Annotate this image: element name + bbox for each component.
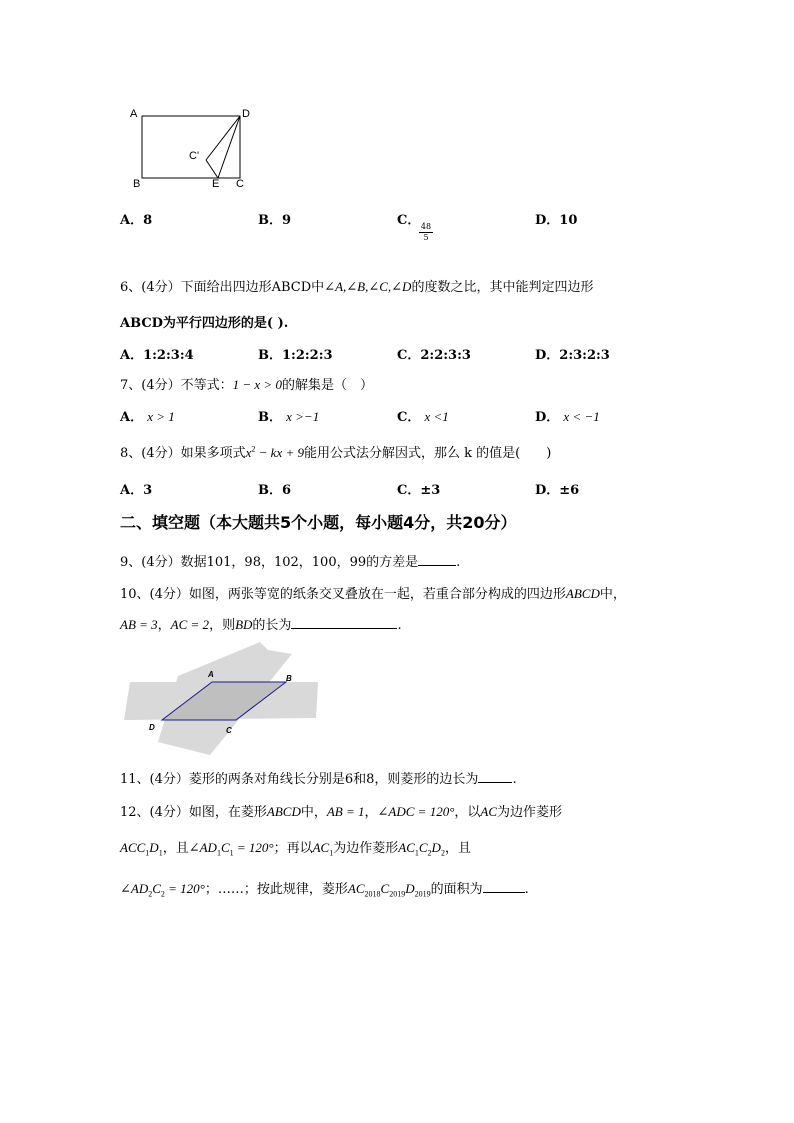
q11-question: 11、(4分）菱形的两条对角线长分别是6和8，则菱形的边长为 . bbox=[120, 772, 517, 787]
label-e: E bbox=[212, 178, 220, 190]
q12-line3: $\angle AD_2C_2 = 120^\circ$；……；按此规律，菱形$AC_{2018}C_{2019}D_{2019}$的面积为 . bbox=[120, 881, 529, 899]
section-heading: 二、填空题（本大题共5个小题，每小题4分，共20分） bbox=[120, 513, 517, 532]
q6-prefix: 6、(4分）下面给出四边形ABCD中 bbox=[120, 280, 325, 295]
label-c: C bbox=[236, 178, 244, 190]
q6-angles: ∠A,∠B,∠C,∠D bbox=[324, 279, 412, 294]
q10-line2: AB = 3，AC = 2，则BD的长为 . bbox=[120, 617, 402, 633]
q12-line1: 12、(4分）如图，在菱形ABCD中，AB = 1，∠ADC = 120°，以AC为边作菱形 bbox=[120, 804, 563, 820]
q7-option-a: A． x > 1 bbox=[120, 409, 175, 425]
q8-suffix: 能用公式法分解因式，那么 k 的值是( ) bbox=[304, 446, 552, 461]
fraction-denominator: 5 bbox=[423, 233, 429, 242]
q8-option-d: D．±6 bbox=[535, 483, 580, 498]
q10-figure bbox=[118, 640, 323, 755]
q6-option-c: C．2:2:3:3 bbox=[397, 348, 471, 363]
label-b: B bbox=[133, 178, 141, 190]
q5-option-d: D．10 bbox=[535, 213, 578, 228]
q5-option-c-fraction bbox=[419, 222, 433, 243]
q12-line2: $ACC_1D_1$，且$\angle AD_1C_1 = 120^\circ$；再以$AC_1$为边作菱形$AC_1C_2D_2$，且 bbox=[120, 840, 471, 858]
q6-option-a: A．1:2:3:4 bbox=[120, 348, 194, 363]
q6-option-d: D．2:3:2:3 bbox=[535, 348, 610, 363]
label-b: B bbox=[286, 674, 292, 683]
answer-blank bbox=[418, 553, 456, 566]
q7-question bbox=[120, 374, 373, 393]
q8-prefix: 8、(4分）如果多项式 bbox=[120, 446, 246, 461]
label-d: D bbox=[242, 108, 250, 120]
q7-option-c: C． x <1 bbox=[397, 409, 449, 425]
answer-blank bbox=[478, 770, 512, 783]
answer-blank bbox=[291, 616, 397, 629]
fraction-numerator: 48 bbox=[420, 222, 432, 231]
q8-expr: $x^2$ − kx + 9 bbox=[245, 444, 304, 460]
answer-blank bbox=[483, 880, 525, 893]
q5-option-c: C． bbox=[397, 213, 421, 228]
label-a: A bbox=[208, 670, 214, 679]
label-a: A bbox=[130, 108, 138, 120]
q5-option-a: A．8 bbox=[120, 213, 153, 228]
q7-suffix: 的解集是（ ） bbox=[281, 378, 373, 393]
q7-option-d: D． x < −1 bbox=[535, 409, 600, 425]
q6-option-b: B．1:2:2:3 bbox=[258, 348, 333, 363]
crossed-strips-diagram bbox=[118, 640, 323, 755]
q9-question: 9、(4分）数据101，98，102，100，99的方差是 . bbox=[120, 555, 461, 570]
label-c: C bbox=[226, 726, 232, 735]
q7-expr: 1 − x > 0 bbox=[232, 377, 282, 392]
q8-question bbox=[120, 442, 551, 461]
q8-option-b: B．6 bbox=[258, 483, 292, 498]
label-d: D bbox=[149, 723, 155, 732]
q7-option-b: B． x >−1 bbox=[258, 409, 320, 425]
q6-line2: ABCD为平行四边形的是( ). bbox=[120, 316, 289, 331]
q6-suffix: 的度数之比，其中能判定四边形 bbox=[411, 280, 594, 295]
q8-option-c: C．±3 bbox=[397, 483, 441, 498]
q5-figure bbox=[120, 100, 260, 200]
q8-option-a: A．3 bbox=[120, 483, 153, 498]
q10-line1: 10、(4分）如图，两张等宽的纸条交叉叠放在一起，若重合部分构成的四边形ABCD中， bbox=[120, 586, 626, 602]
q7-prefix: 7、(4分）不等式： bbox=[120, 378, 233, 393]
q5-option-b: B．9 bbox=[258, 213, 292, 228]
label-c-prime: C' bbox=[189, 150, 200, 162]
q6-line1 bbox=[120, 276, 593, 295]
